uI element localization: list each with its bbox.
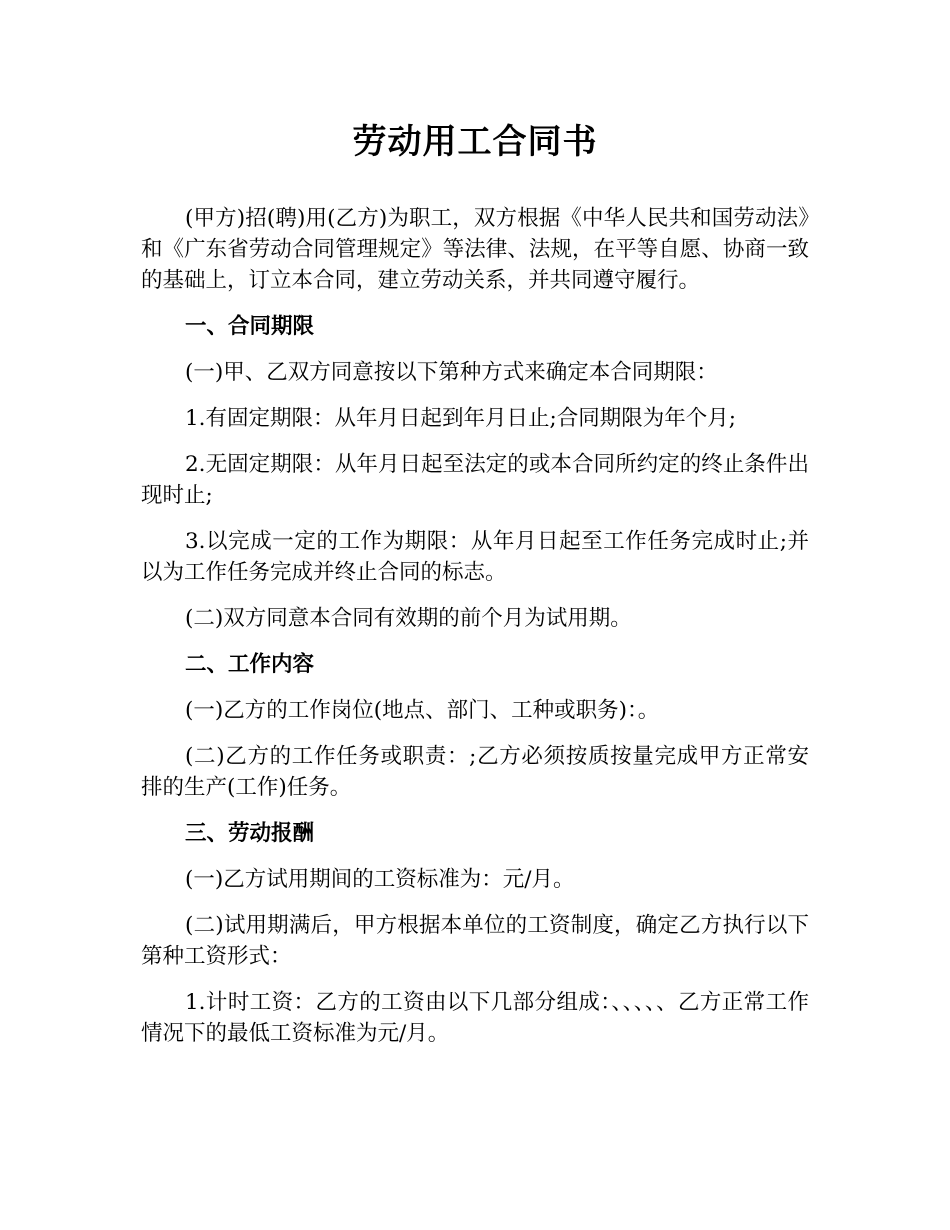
paragraph: (二)双方同意本合同有效期的前个月为试用期。 <box>185 606 632 631</box>
paragraph: 2.无固定期限：从年月日起至法定的或本合同所约定的终止条件出现时止; <box>141 452 809 508</box>
paragraph: (一)乙方试用期间的工资标准为：元/月。 <box>185 867 575 892</box>
paragraph: 1.计时工资：乙方的工资由以下几部分组成：、、、、、乙方正常工作情况下的最低工资标准为元/月。 <box>141 990 809 1046</box>
section-heading-pay: 三、劳动报酬 <box>185 821 315 846</box>
paragraph: 3.以完成一定的工作为期限：从年月日起至工作任务完成时止;并以为工作任务完成并终止合同的标志。 <box>141 529 809 585</box>
paragraph: (一)乙方的工作岗位(地点、部门、工种或职务)：。 <box>185 698 660 723</box>
paragraph: (二)乙方的工作任务或职责：;乙方必须按质按量完成甲方正常安排的生产(工作)任务。 <box>141 744 809 800</box>
intro-paragraph: (甲方)招(聘)用(乙方)为职工，双方根据《中华人民共和国劳动法》和《广东省劳动合同管理规定》等法律、法规，在平等自愿、协商一致的基础上，订立本合同，建立劳动关系，并共同遵守履行。 <box>141 206 809 293</box>
paragraph: (一)甲、乙双方同意按以下第种方式来确定本合同期限： <box>185 360 718 385</box>
paragraph: (二)试用期满后，甲方根据本单位的工资制度，确定乙方执行以下第种工资形式： <box>141 913 809 969</box>
document-body <box>141 203 809 1064</box>
document-title: 劳动用工合同书 <box>352 122 598 162</box>
paragraph: 1.有固定期限：从年月日起到年月日止;合同期限为年个月; <box>185 406 737 431</box>
section-heading-work: 二、工作内容 <box>185 652 315 677</box>
section-heading-term: 一、合同期限 <box>185 314 315 339</box>
